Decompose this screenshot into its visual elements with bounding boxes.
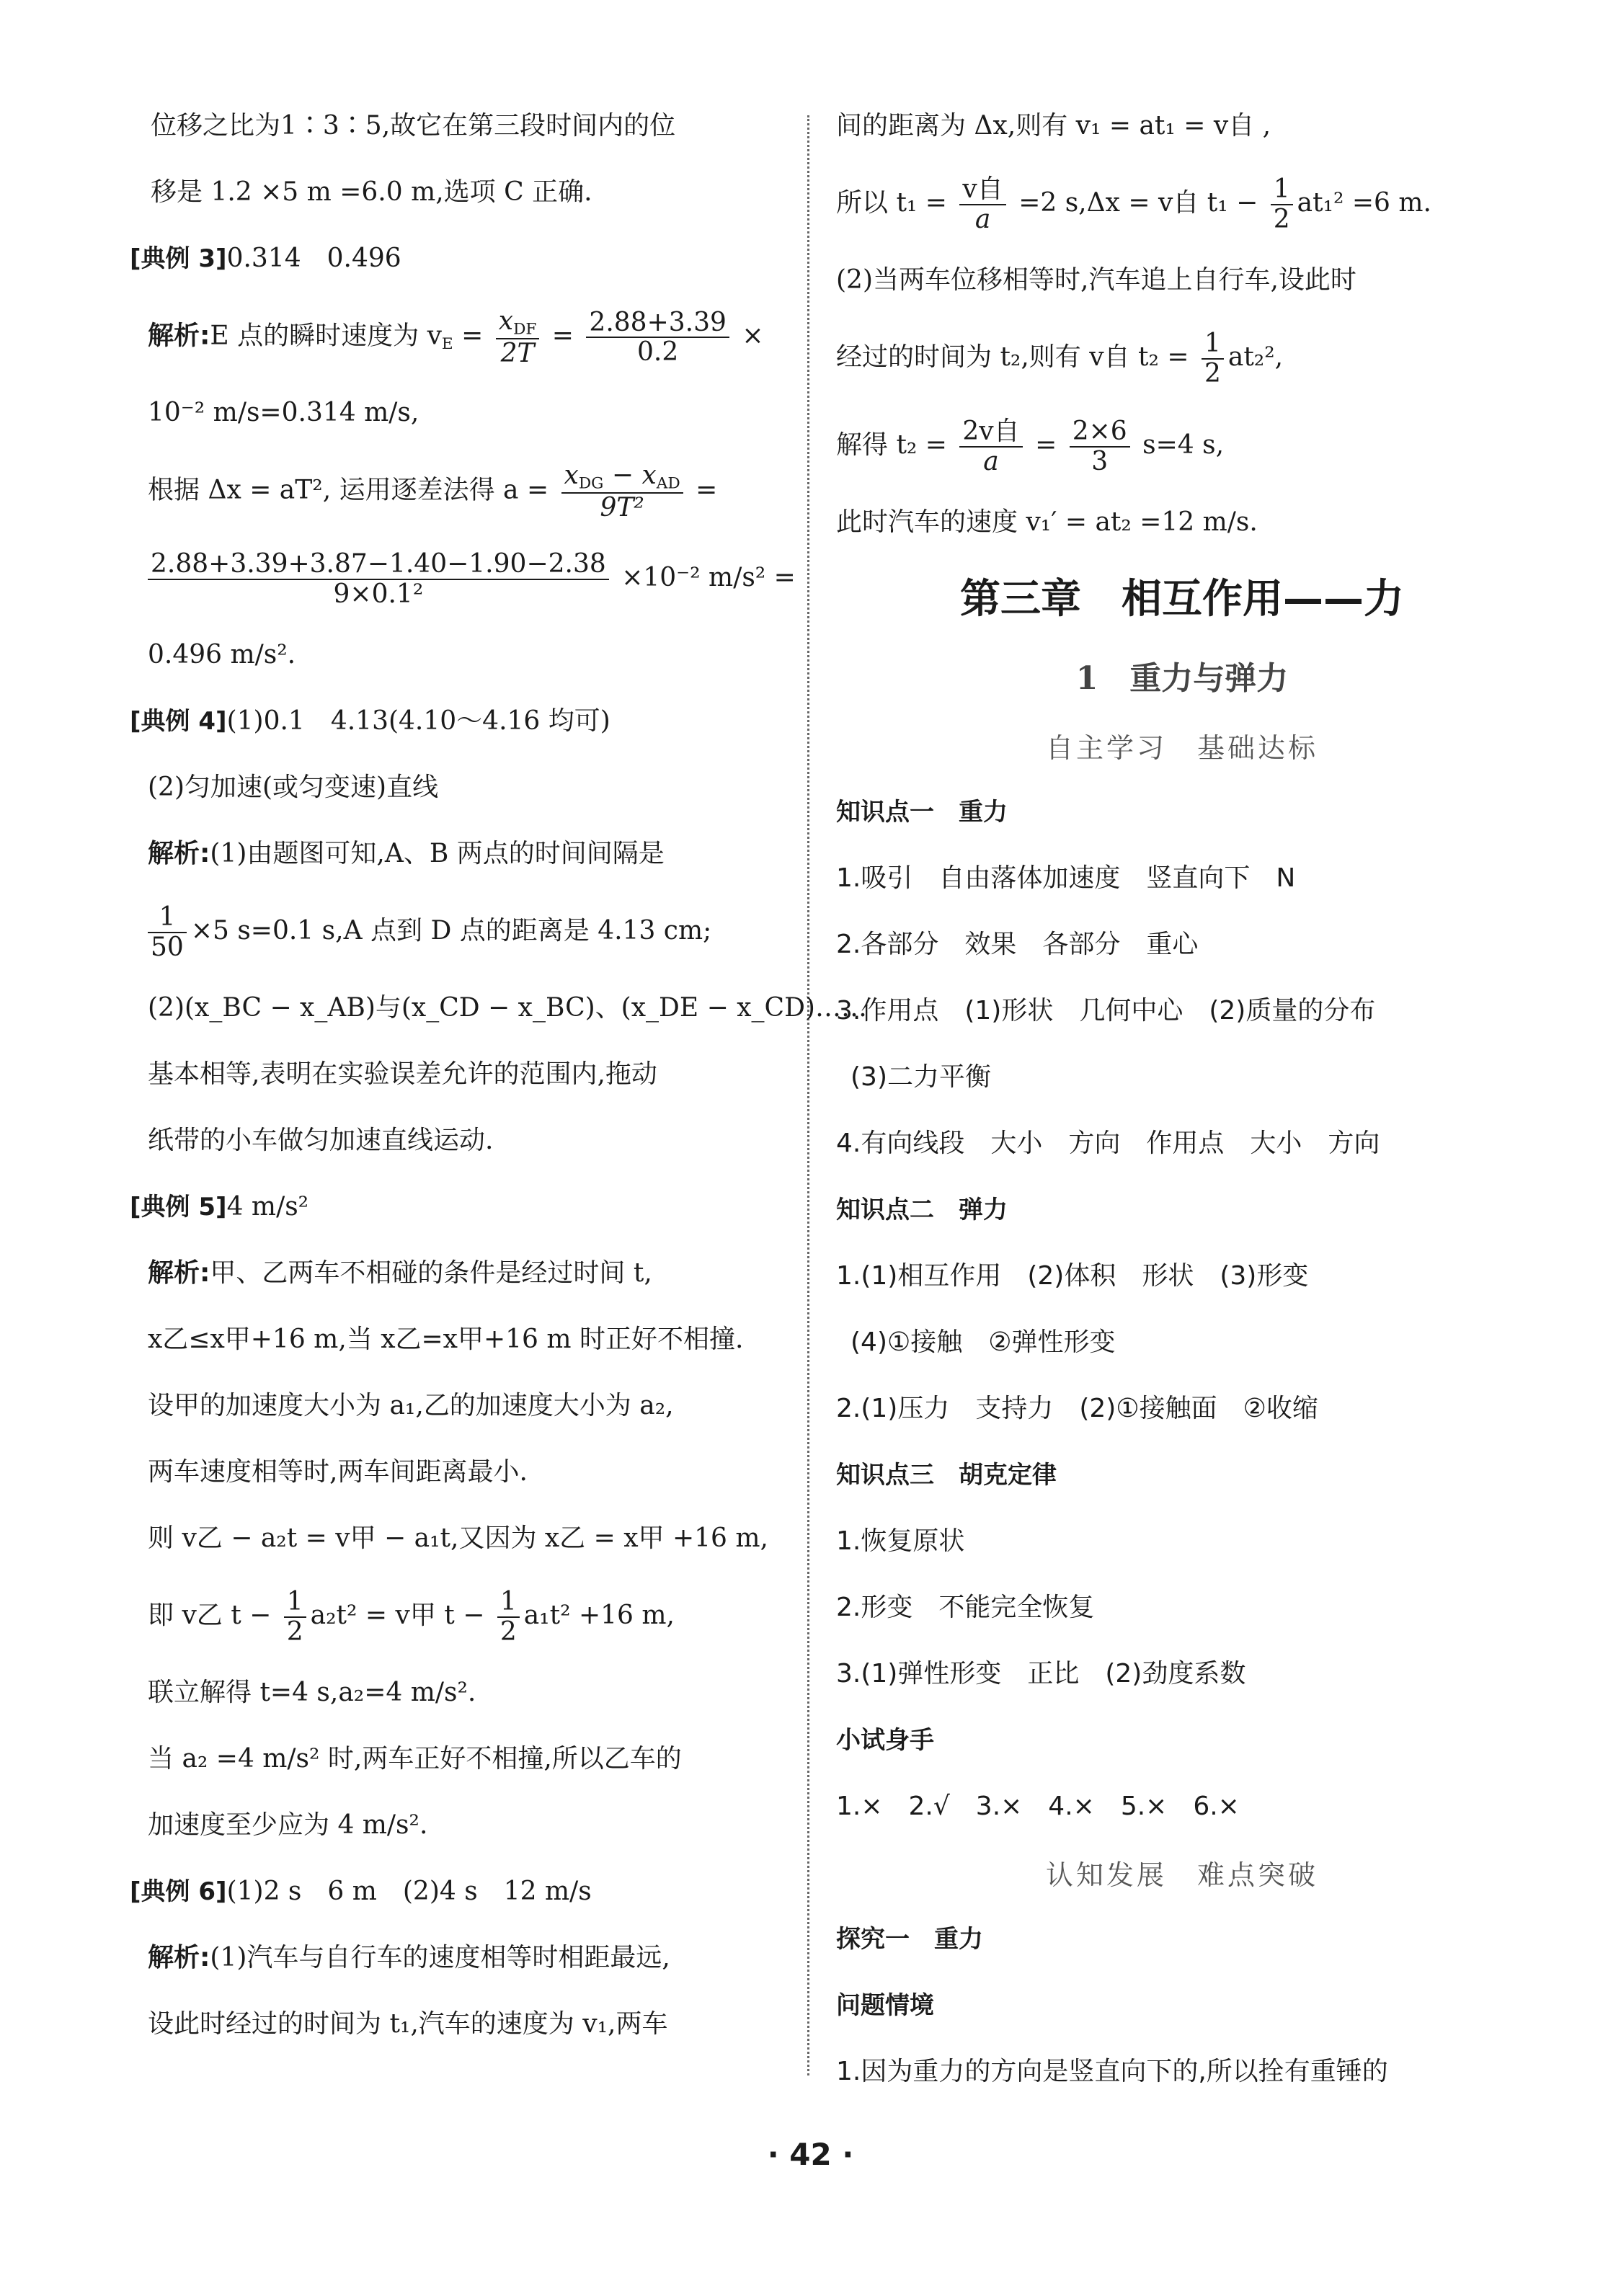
numerator: 2v自 [959,417,1022,448]
answer-line: (4)①接触 ②弹性形变 [851,1327,1116,1357]
problem-context-heading: 问题情境 [836,1991,934,2020]
fraction [148,550,609,608]
fraction [586,308,729,367]
text-line: 纸带的小车做匀加速直线运动. [148,1126,494,1155]
example-5-answer [130,1189,782,1225]
denominator: 2 [1204,359,1221,388]
text-line [148,1255,782,1291]
text-line: 基本相等,表明在实验误差允许的范围内,拖动 [148,1059,657,1089]
numerator: x [498,306,514,336]
numerator: 1 [284,1588,306,1618]
text-line: 移是 1.2 ×5 m =6.0 m,选项 C 正确. [151,177,592,207]
answer-line: 3.作用点 (1)形状 几何中心 (2)质量的分布 [836,996,1376,1025]
text-line: 设此时经过的时间为 t₁,汽车的速度为 v₁,两车 [148,2009,668,2039]
formula-line [836,174,1528,232]
text-line: 两车速度相等时,两车间距离最小. [148,1457,528,1487]
fraction [1202,329,1224,388]
formula-line [836,329,1528,386]
example-4-answer [130,703,782,739]
analysis-label: 解析: [148,839,210,868]
right-column [836,108,1528,2120]
numerator: x [564,460,579,490]
text-line: x乙≤x甲+16 m,当 x乙=x甲+16 m 时正好不相撞. [148,1325,744,1354]
answer-line: 2.(1)压力 支持力 (2)①接触面 ②收缩 [836,1394,1318,1423]
text: = [453,321,492,351]
text: at₁² =6 m. [1297,188,1431,218]
example-tag: [典例 4] [130,707,227,736]
fraction [284,1588,306,1646]
knowledge-point-heading: 知识点二 弹力 [836,1196,1008,1224]
numerator: 2×6 [1070,417,1130,448]
subscript: AD [656,474,680,493]
answer-line: 1.× 2.√ 3.× 4.× 5.× 6.× [836,1792,1240,1821]
numerator: − x [603,460,657,490]
text-line: 间的距离为 Δx,则有 v₁ = at₁ = v自 , [836,111,1271,141]
formula-line [148,460,782,523]
analysis-label: 解析: [148,1943,210,1972]
knowledge-point-heading: 知识点一 重力 [836,798,1008,827]
denominator: 2 [286,1617,303,1647]
text: at₂², [1227,342,1284,372]
text: ×10⁻² m/s² = [613,563,796,592]
example-tag: [典例 6] [130,1877,227,1906]
text-line: 联立解得 t=4 s,a₂=4 m/s². [148,1678,476,1707]
fraction [561,461,683,522]
text: 所以 t₁ = [836,188,956,218]
answer-text: (1)0.1 4.13(4.10～4.16 均可) [226,706,610,736]
text-line: (2)匀加速(或匀变速)直线 [148,773,439,802]
denominator: 3 [1091,447,1109,476]
answer-line: (3)二力平衡 [851,1062,991,1092]
text: E 点的瞬时速度为 v [210,321,442,351]
text-line: 则 v乙 − a₂t = v甲 − a₁t,又因为 x乙 = x甲 +16 m, [148,1523,768,1553]
denominator: 2 [1273,205,1290,234]
text: s=4 s, [1134,430,1225,460]
section-band: 认知发展 难点突破 [1045,1859,1318,1891]
fraction [1070,417,1130,476]
page-number: · 42 · [767,2137,854,2172]
denominator: 50 [151,933,184,962]
analysis-label: 解析: [148,321,210,351]
fraction [1271,175,1293,233]
answer-text: (1)2 s 6 m (2)4 s 12 m/s [226,1877,592,1906]
example-tag: [典例 5] [130,1193,227,1222]
column-divider [807,115,809,2075]
knowledge-point-heading: 知识点三 胡克定律 [836,1461,1057,1490]
denominator: 9T² [600,493,644,523]
formula-line: 解析:E 点的瞬时速度为 $v_E$ = $\frac{x_{DF}}{2T}$ = $\frac{2.88+3.39}{0.2}$ × [148,306,764,369]
chapter-title: 第三章 相互作用——力 [960,576,1404,623]
formula-line [836,417,1528,474]
text: (1)汽车与自行车的速度相等时相距最远, [210,1943,670,1972]
text: (1)由题图可知,A、B 两点的时间间隔是 [210,839,665,868]
text: 即 v乙 t − [148,1601,280,1630]
answer-line: 2.形变 不能完全恢复 [836,1593,1095,1622]
numerator: v自 [959,175,1005,205]
text-line: (2)当两车位移相等时,汽车追上自行车,设此时 [836,265,1356,295]
example-6-answer [130,1874,782,1910]
formula-line [148,902,782,960]
answer-line: 1.吸引 自由落体加速度 竖直向下 N [836,863,1296,893]
text-line: 此时汽车的速度 v₁′ = at₂ =12 m/s. [836,507,1258,537]
text: × [733,321,764,351]
text: a₁t² +16 m, [523,1601,675,1630]
answer-text: 4 m/s² [226,1192,309,1222]
text-line: (2)(x_BC − x_AB)与(x_CD − x_BC)、(x_DE − x_CD)…… [148,993,867,1023]
text: 经过的时间为 t₂,则有 v自 t₂ = [836,342,1197,372]
denominator: 9×0.1² [333,579,424,609]
fraction [148,903,187,961]
quick-test-heading: 小试身手 [836,1726,934,1755]
subscript: E [441,334,453,353]
answer-line: 4.有向线段 大小 方向 作用点 大小 方向 [836,1129,1380,1158]
subscript: DG [578,474,604,493]
denominator: 0.2 [637,337,679,368]
denominator: 2 [499,1617,517,1647]
text-line: 0.496 m/s². [148,640,296,669]
text: = [687,475,718,505]
text: = [1026,430,1065,460]
text-line: 位移之比为1∶3∶5,故它在第三段时间内的位 [151,111,676,141]
text-line: 1.因为重力的方向是竖直向下的,所以拴有重锤的 [836,2057,1388,2086]
text: 甲、乙两车不相碰的条件是经过时间 t, [210,1258,652,1288]
fraction [497,1588,520,1646]
denominator: 2T [500,339,535,369]
numerator: 2.88+3.39+3.87−1.40−1.90−2.38 [148,550,609,580]
analysis-label: 解析: [148,1258,210,1288]
text: a₂t² = v甲 t − [310,1601,493,1630]
text: =2 s,Δx = v自 t₁ − [1010,188,1266,218]
formula-line [148,1587,782,1645]
numerator: 1 [148,903,187,933]
numerator: 1 [1271,175,1293,205]
inquiry-heading: 探究一 重力 [836,1925,983,1954]
answer-line: 1.(1)相互作用 (2)体积 形状 (3)形变 [836,1261,1309,1291]
text: ×5 s=0.1 s,A 点到 D 点的距离是 4.13 cm; [190,916,712,945]
fraction [496,307,540,368]
text: 解得 t₂ = [836,430,956,460]
denominator: a [983,447,999,476]
section-title: 1 重力与弹力 [1075,660,1289,697]
answer-text: 0.314 0.496 [226,244,401,273]
text-line [148,1940,782,1976]
subscript: DF [513,320,537,339]
text-line [148,836,782,872]
formula-line [148,549,796,609]
text-line: 设甲的加速度大小为 a₁,乙的加速度大小为 a₂, [148,1391,674,1420]
numerator: 2.88+3.39 [586,308,729,339]
answer-line: 2.各部分 效果 各部分 重心 [836,930,1199,959]
text-line: 10⁻² m/s=0.314 m/s, [148,398,419,427]
fraction [959,175,1005,233]
denominator: a [974,205,991,234]
example-3-answer [130,241,782,277]
answer-line: 1.恢复原状 [836,1526,965,1556]
numerator: 1 [1202,329,1224,360]
left-column [130,108,867,2073]
answer-line: 3.(1)弹性形变 正比 (2)劲度系数 [836,1659,1246,1688]
text: 根据 Δx = aT², 运用逐差法得 a = [148,475,557,505]
section-band: 自主学习 基础达标 [1045,732,1318,764]
text-line: 加速度至少应为 4 m/s². [148,1810,428,1840]
numerator: 1 [497,1588,520,1618]
text-line: 当 a₂ =4 m/s² 时,两车正好不相撞,所以乙车的 [148,1744,682,1774]
example-tag: [典例 3] [130,244,227,273]
fraction [959,417,1022,476]
